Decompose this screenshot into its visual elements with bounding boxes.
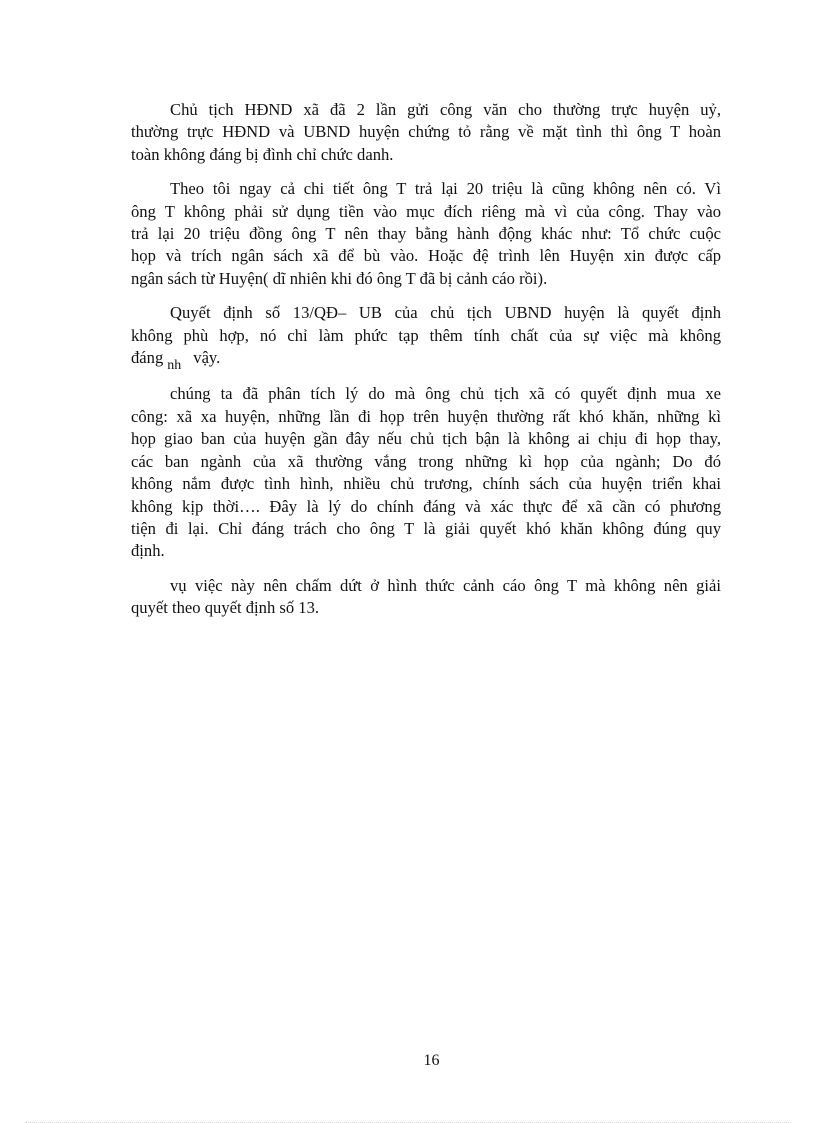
paragraph-line: không phù hợp, nó chỉ làm phức tạp thêm tính chất của sự việc mà không (131, 325, 721, 345)
paragraph-line: Quyết định số 13/QĐ– UB của chủ tịch UBND huyện là quyết định (170, 303, 721, 323)
paragraph-text: vậy. (193, 348, 221, 368)
paragraph-line: Theo tôi ngay cả chi tiết ông T trả lại 20 triệu là cũng không nên có. Vì (170, 179, 721, 199)
paragraph-line: toàn không đáng bị đình chỉ chức danh. (131, 144, 394, 164)
paragraph-line: quyết theo quyết định số 13. (131, 598, 320, 618)
paragraph-line: tiện đi lại. Chỉ đáng trách cho ông T là giải quyết khó khăn không đúng quy (131, 518, 721, 538)
paragraph-1 (131, 99, 721, 166)
paragraph-line: họp giao ban của huyện gần đây nếu chủ tịch bận là không ai chịu đi họp thay, (131, 429, 721, 449)
paragraph-4 (131, 383, 721, 562)
paragraph-line: không kịp thời…. Đây là lý do chính đáng và xác thực để xã cần có phương (131, 496, 721, 516)
paragraph-line: công: xã xa huyện, những lần đi họp trên huyện thường rất khó khăn, những kì (131, 406, 721, 426)
document-body (131, 99, 721, 632)
paragraph-line: trả lại 20 triệu đồng ông T nên thay bằng hành động khác như: Tổ chức cuộc (131, 224, 721, 244)
page-number: 16 (423, 1052, 440, 1069)
paragraph-line: vụ việc này nên chấm dứt ở hình thức cảnh cáo ông T mà không nên giải (170, 575, 721, 595)
paragraph-line: chúng ta đã phân tích lý do mà ông chủ tịch xã có quyết định mua xe (170, 384, 721, 404)
paragraph-line: ngân sách từ Huyện( dĩ nhiên khi đó ông T đã bị cảnh cáo rồi). (131, 268, 548, 288)
paragraph-line: thường trực HĐND và UBND huyện chứng tỏ rằng về mặt tình thì ông T hoàn (131, 122, 721, 142)
paragraph-text: đáng (131, 348, 164, 368)
paragraph-line: không nắm được tình hình, nhiều chủ trương, chính sách của huyện triển khai (131, 474, 721, 494)
paragraph-line (131, 347, 721, 374)
paragraph-2 (131, 178, 721, 290)
paragraph-5 (131, 575, 721, 620)
subscript-text: nh (167, 358, 182, 374)
paragraph-line: các ban ngành của xã thường vắng trong những kì họp của ngành; Do đó (131, 451, 721, 471)
paragraph-line: họp và trích ngân sách xã để bù vào. Hoặc đệ trình lên Huyện xin được cấp (131, 246, 721, 266)
paragraph-line: định. (131, 541, 165, 561)
paragraph-3 (131, 302, 721, 374)
paragraph-line: ông T không phải sử dụng tiền vào mục đích riêng mà vì của công. Thay vào (131, 201, 721, 221)
paragraph-line: Chủ tịch HĐND xã đã 2 lần gửi công văn cho thường trực huyện uỷ, (170, 100, 721, 119)
